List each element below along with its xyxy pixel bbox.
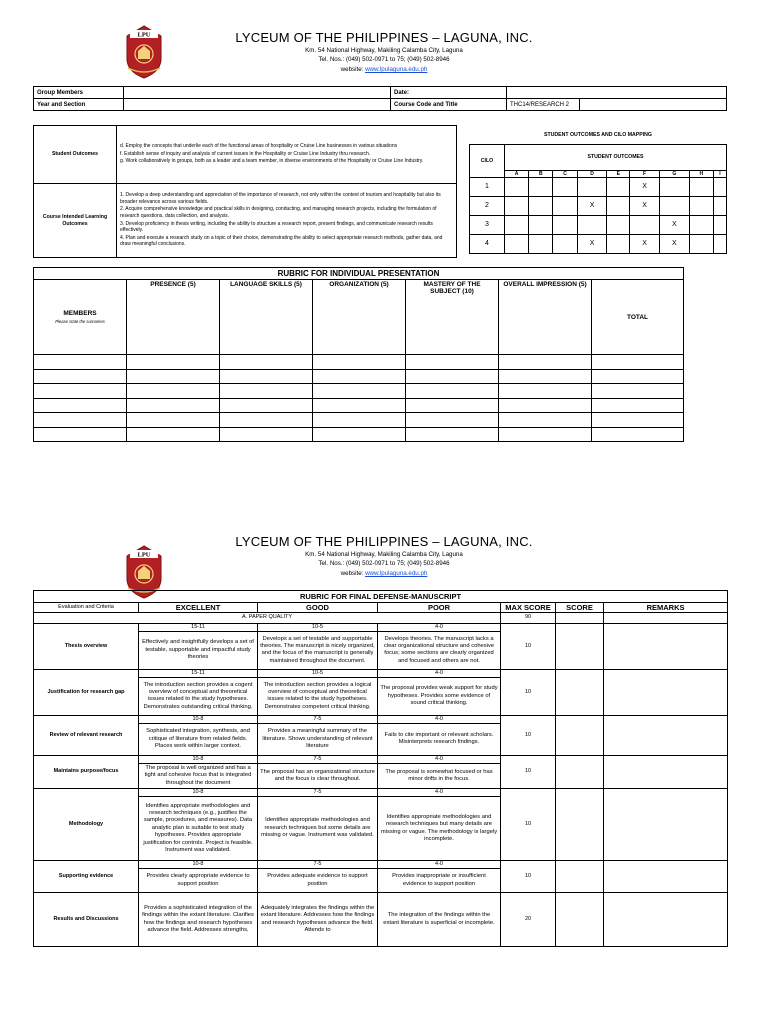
excellent-desc: Provides a sophisticated integration of the findings within the extant literature. Clarifies how the findings and research hypotheses advance the field. Addresses strengths,: [139, 893, 258, 947]
website-label: website:: [340, 66, 366, 73]
criterion-score[interactable]: [556, 789, 604, 861]
range-good: 10-5: [258, 623, 378, 631]
criterion-max: 10: [501, 715, 556, 755]
student-outcomes-label: Student Outcomes: [34, 126, 117, 184]
section-max: 90: [501, 613, 556, 623]
member-row: [34, 413, 684, 428]
cilo-item: 1. Develop a deep understanding and appreciation of the importance of research, not only within the context of tourism and hospitality but also its broader relevance across various fields.: [120, 192, 441, 205]
cilo-item: 3. Develop proficiency in thesis writing, including the ability to structure a research report, present findings, and communicate research results effectively.: [120, 220, 433, 234]
so-letter: F: [630, 170, 660, 177]
column-header: ORGANIZATION (5): [313, 280, 406, 355]
range-excellent: 15-11: [139, 669, 258, 677]
date-field[interactable]: [507, 87, 727, 99]
so-letter: A: [505, 170, 529, 177]
cilo-list: [117, 184, 457, 258]
criterion-name: Justification for research gap: [34, 669, 139, 715]
range-good: 10-5: [258, 669, 378, 677]
mapping-cell: [607, 215, 630, 234]
group-members-label: Group Members: [34, 87, 124, 99]
criterion-remarks[interactable]: [604, 715, 728, 755]
range-excellent: 10-8: [139, 755, 258, 763]
course-value: THC14/RESEARCH 2: [507, 99, 580, 111]
institution-name: LYCEUM OF THE PHILIPPINES – LAGUNA, INC.: [235, 30, 533, 45]
criterion-score[interactable]: [556, 755, 604, 788]
mapping-row: [470, 234, 727, 253]
website-link[interactable]: www.lpulaguna.edu.ph: [365, 570, 428, 577]
mapping-row: [470, 196, 727, 215]
excellent-desc: Effectively and insightfully develops a set of testable, supportable and impactful study theories: [139, 631, 258, 669]
cilo-item: 4. Plan and execute a research study on a topic of their choice, demonstrating the ability to select appropriate research methods, gather data, and draw meaningful conclusions.: [120, 234, 443, 248]
mapping-cell: [553, 215, 577, 234]
individual-rubric-title: RUBRIC FOR INDIVIDUAL PRESENTATION: [34, 268, 684, 280]
poor-desc: Provides inappropriate or insufficient evidence to support position: [378, 869, 501, 893]
column-header: PRESENCE (5): [127, 280, 220, 355]
good-desc: The introduction section provides a logical overview of conceptual and theoretical issues related to the study hypotheses. Demonstrates competent critical thinking.: [258, 677, 378, 715]
mapping-cell: [713, 215, 726, 234]
mapping-cell: [607, 177, 630, 196]
range-good: 7-5: [258, 755, 378, 763]
mapping-cell: [529, 215, 553, 234]
criterion-range-row: [34, 669, 728, 677]
institution-telephone: Tel. Nos.: (049) 502-0971 to 75; (049) 502-8946: [318, 56, 450, 63]
mapping-cell: X: [630, 196, 660, 215]
mapping-cilo-header: CILO: [470, 144, 505, 177]
so-letter: D: [577, 170, 607, 177]
range-poor: 4-0: [378, 715, 501, 723]
range-good: 7-5: [258, 715, 378, 723]
range-poor: 4-0: [378, 861, 501, 869]
criterion-max: 10: [501, 623, 556, 669]
range-poor: 4-0: [378, 755, 501, 763]
criterion-name: Review of relevant research: [34, 715, 139, 755]
mapping-cell: X: [630, 177, 660, 196]
criterion-name: Methodology: [34, 789, 139, 861]
mapping-cell: X: [659, 215, 689, 234]
mapping-row: [470, 177, 727, 196]
criterion-max: 10: [501, 789, 556, 861]
criterion-desc-row: [34, 893, 728, 947]
criterion-range-row: [34, 789, 728, 797]
mapping-cilo-number: 2: [470, 196, 505, 215]
poor-header: POOR: [378, 603, 501, 613]
poor-desc: The proposal is somewhat focused or has minor drifts in the focus.: [378, 763, 501, 788]
final-defense-rubric: [33, 590, 728, 947]
mapping-cell: [713, 196, 726, 215]
criterion-remarks[interactable]: [604, 789, 728, 861]
member-row: [34, 384, 684, 399]
range-good: 7-5: [258, 789, 378, 797]
criterion-name: Maintains purpose/focus: [34, 755, 139, 788]
range-excellent: 10-8: [139, 789, 258, 797]
so-letter: I: [713, 170, 726, 177]
good-desc: Provides a meaningful summary of the literature. Shows understanding of relevant literature: [258, 723, 378, 755]
institution-website: [0, 570, 768, 578]
course-label: Course Code and Title: [391, 99, 507, 111]
page-2: [0, 520, 768, 1024]
mapping-cell: [505, 234, 529, 253]
so-letter: B: [529, 170, 553, 177]
excellent-desc: Identifies appropriate methodologies and research techniques (e.g., justifies the sample, procedures, and measures). Data analytic plan is suitable to test study hypotheses. Provides appropriate justification for controls. Project is feasible. Instrument was validated.: [139, 797, 258, 861]
range-good: 7-5: [258, 861, 378, 869]
criterion-range-row: [34, 755, 728, 763]
cilo-label: Course Intended Learning Outcomes: [34, 184, 117, 258]
mapping-cell: [505, 177, 529, 196]
course-extra-field[interactable]: [580, 99, 727, 111]
mapping-cell: [577, 177, 607, 196]
mapping-cell: [607, 234, 630, 253]
members-header: [34, 280, 127, 355]
criterion-max: 10: [501, 755, 556, 788]
members-note: Please state the surnames: [55, 319, 105, 324]
group-members-field[interactable]: [124, 87, 391, 99]
mapping-cell: [553, 177, 577, 196]
section-name: A. PAPER QUALITY: [34, 613, 501, 623]
student-outcome-item: g. Work collaboratively in groups, both as a leader and a team member, in diverse environments of the Hospitality or Cruise Line Industry.: [120, 158, 424, 165]
criterion-max: 10: [501, 861, 556, 893]
so-letter: C: [553, 170, 577, 177]
mapping-cell: [529, 177, 553, 196]
members-label: MEMBERS: [63, 310, 97, 317]
excellent-desc: Provides clearly appropriate evidence to support position: [139, 869, 258, 893]
student-outcomes-list: [117, 126, 457, 184]
outcomes-table: [33, 125, 457, 258]
excellent-desc: Sophisticated integration, synthesis, and critique of literature from related fields. Places work within larger context.: [139, 723, 258, 755]
group-info-table: [33, 86, 727, 111]
max-score-header: MAX SCORE: [501, 603, 556, 613]
mapping-cell: [689, 215, 713, 234]
mapping-cell: [553, 234, 577, 253]
mapping-cell: [630, 215, 660, 234]
poor-desc: Fails to cite important or relevant scholars. Misinterprets research findings.: [378, 723, 501, 755]
column-header: LANGUAGE SKILLS (5): [220, 280, 313, 355]
member-row: [34, 355, 684, 370]
mapping-cell: [553, 196, 577, 215]
mapping-row: [470, 215, 727, 234]
criterion-remarks[interactable]: [604, 623, 728, 669]
criterion-name: Thesis overview: [34, 623, 139, 669]
website-link[interactable]: www.lpulaguna.edu.ph: [365, 66, 428, 73]
cilo-item: 2. Acquire comprehensive knowledge and practical skills in designing, conducting, and managing research projects, including the formulation of research questions, data collection, and analysis.: [120, 206, 437, 219]
criteria-header: Evaluation and Criteria: [34, 603, 139, 613]
criterion-score[interactable]: [556, 861, 604, 893]
criterion-name: Results and Discussions: [34, 893, 139, 947]
mapping-cilo-number: 3: [470, 215, 505, 234]
poor-desc: The integration of the findings within the extant literature is superficial or incomplete.: [378, 893, 501, 947]
year-section-label: Year and Section: [34, 99, 124, 111]
member-row: [34, 369, 684, 384]
range-excellent: 10-8: [139, 715, 258, 723]
mapping-cell: [689, 234, 713, 253]
section-row: [34, 613, 728, 623]
good-desc: The proposal has an organizational structure and the focus is clear throughout.: [258, 763, 378, 788]
mapping-cell: [529, 234, 553, 253]
excellent-desc: The proposal is well organized and has a tight and cohesive focus that is integrated throughout the document: [139, 763, 258, 788]
mapping-cell: [577, 215, 607, 234]
letterhead: [0, 0, 768, 82]
so-letter: H: [689, 170, 713, 177]
poor-desc: Identifies appropriate methodologies and research techniques but many details are missing or vague. The methodology is largely incomplete.: [378, 797, 501, 861]
column-header: MASTERY OF THE SUBJECT (10): [406, 280, 499, 355]
excellent-desc: The introduction section provides a cogent overview of conceptual and theoretical issues related to the study hypotheses. Demonstrates outstanding critical thinking.: [139, 677, 258, 715]
total-header: TOTAL: [592, 280, 684, 355]
year-section-field[interactable]: [124, 99, 391, 111]
mapping-cell: X: [577, 234, 607, 253]
institution-address: Km. 54 National Highway, Makiling Calamba City, Laguna: [305, 47, 463, 54]
institution-website: [0, 66, 768, 74]
criterion-remarks[interactable]: [604, 861, 728, 893]
mapping-cell: [713, 177, 726, 196]
mapping-cell: [713, 234, 726, 253]
criterion-score[interactable]: [556, 669, 604, 715]
mapping-title: STUDENT OUTCOMES AND CILO MAPPING: [544, 131, 652, 138]
poor-desc: Develops theories. The manuscript lacks a clear organizational structure and cohesive focus; some sections are clearly organized and focused and others are not.: [378, 631, 501, 669]
range-excellent: 15-11: [139, 623, 258, 631]
good-desc: Identifies appropriate methodologies and research techniques but some details are missing or vague. Instrument was validated.: [258, 797, 378, 861]
defense-rubric-title: RUBRIC FOR FINAL DEFENSE-MANUSCRIPT: [34, 591, 728, 603]
criterion-remarks[interactable]: [604, 669, 728, 715]
good-desc: Provides adequate evidence to support position: [258, 869, 378, 893]
student-outcome-item: d. Employ the concepts that underlie each of the functional areas of hospitality or Cruise Line businesses in various situations: [120, 143, 398, 150]
mapping-cell: [607, 196, 630, 215]
mapping-cell: [505, 215, 529, 234]
range-poor: 4-0: [378, 789, 501, 797]
mapping-cell: [659, 177, 689, 196]
criterion-score[interactable]: [556, 715, 604, 755]
institution-telephone: Tel. Nos.: (049) 502-0971 to 75; (049) 502-8946: [318, 560, 450, 567]
criterion-remarks[interactable]: [604, 893, 728, 947]
column-header: OVERALL IMPRESSION (5): [499, 280, 592, 355]
individual-presentation-rubric: [33, 267, 684, 442]
svg-text:LPU: LPU: [137, 551, 151, 559]
range-excellent: 10-8: [139, 861, 258, 869]
institution-name: LYCEUM OF THE PHILIPPINES – LAGUNA, INC.: [235, 534, 533, 549]
criterion-range-row: [34, 623, 728, 631]
range-poor: 4-0: [378, 669, 501, 677]
mapping-cell: [505, 196, 529, 215]
student-outcome-item: f. Establish sense of inquiry and analysis of current issues in the Hospitality or Cruise Line Industry thru research.: [120, 150, 371, 157]
mapping-cell: X: [577, 196, 607, 215]
member-row: [34, 398, 684, 413]
criterion-range-row: [34, 715, 728, 723]
website-label: website:: [340, 570, 366, 577]
mapping-cell: [689, 177, 713, 196]
mapping-cilo-number: 1: [470, 177, 505, 196]
range-poor: 4-0: [378, 623, 501, 631]
page-1: [0, 0, 768, 470]
mapping-cilo-number: 4: [470, 234, 505, 253]
criterion-score[interactable]: [556, 623, 604, 669]
good-header: GOOD: [258, 603, 378, 613]
excellent-header: EXCELLENT: [139, 603, 258, 613]
criterion-score[interactable]: [556, 893, 604, 947]
criterion-max: 20: [501, 893, 556, 947]
criterion-remarks[interactable]: [604, 755, 728, 788]
so-letter: G: [659, 170, 689, 177]
criterion-max: 10: [501, 669, 556, 715]
mapping-cell: [659, 196, 689, 215]
score-header: SCORE: [556, 603, 604, 613]
so-letter: E: [607, 170, 630, 177]
cilo-mapping-table: [469, 126, 727, 254]
institution-address: Km. 54 National Highway, Makiling Calamba City, Laguna: [305, 551, 463, 558]
svg-text:LPU: LPU: [137, 31, 151, 39]
mapping-cell: X: [630, 234, 660, 253]
mapping-cell: [689, 196, 713, 215]
good-desc: Adequately integrates the findings within the extant literature. Addresses how the findings and research hypotheses advance the field. Attends to: [258, 893, 378, 947]
poor-desc: The proposal provides weak support for study hypotheses. Provides some evidence of sound critical thinking.: [378, 677, 501, 715]
good-desc: Develops a set of testable and supportable theories. The manuscript is nicely organized, and the focus of the manuscript is generally maintained throughout the document.: [258, 631, 378, 669]
criterion-name: Supporting evidence: [34, 861, 139, 893]
date-label: Date:: [391, 87, 507, 99]
member-row: [34, 427, 684, 442]
mapping-cell: X: [659, 234, 689, 253]
remarks-header: REMARKS: [604, 603, 728, 613]
mapping-cell: [529, 196, 553, 215]
criterion-range-row: [34, 861, 728, 869]
mapping-so-header: STUDENT OUTCOMES: [505, 144, 727, 170]
